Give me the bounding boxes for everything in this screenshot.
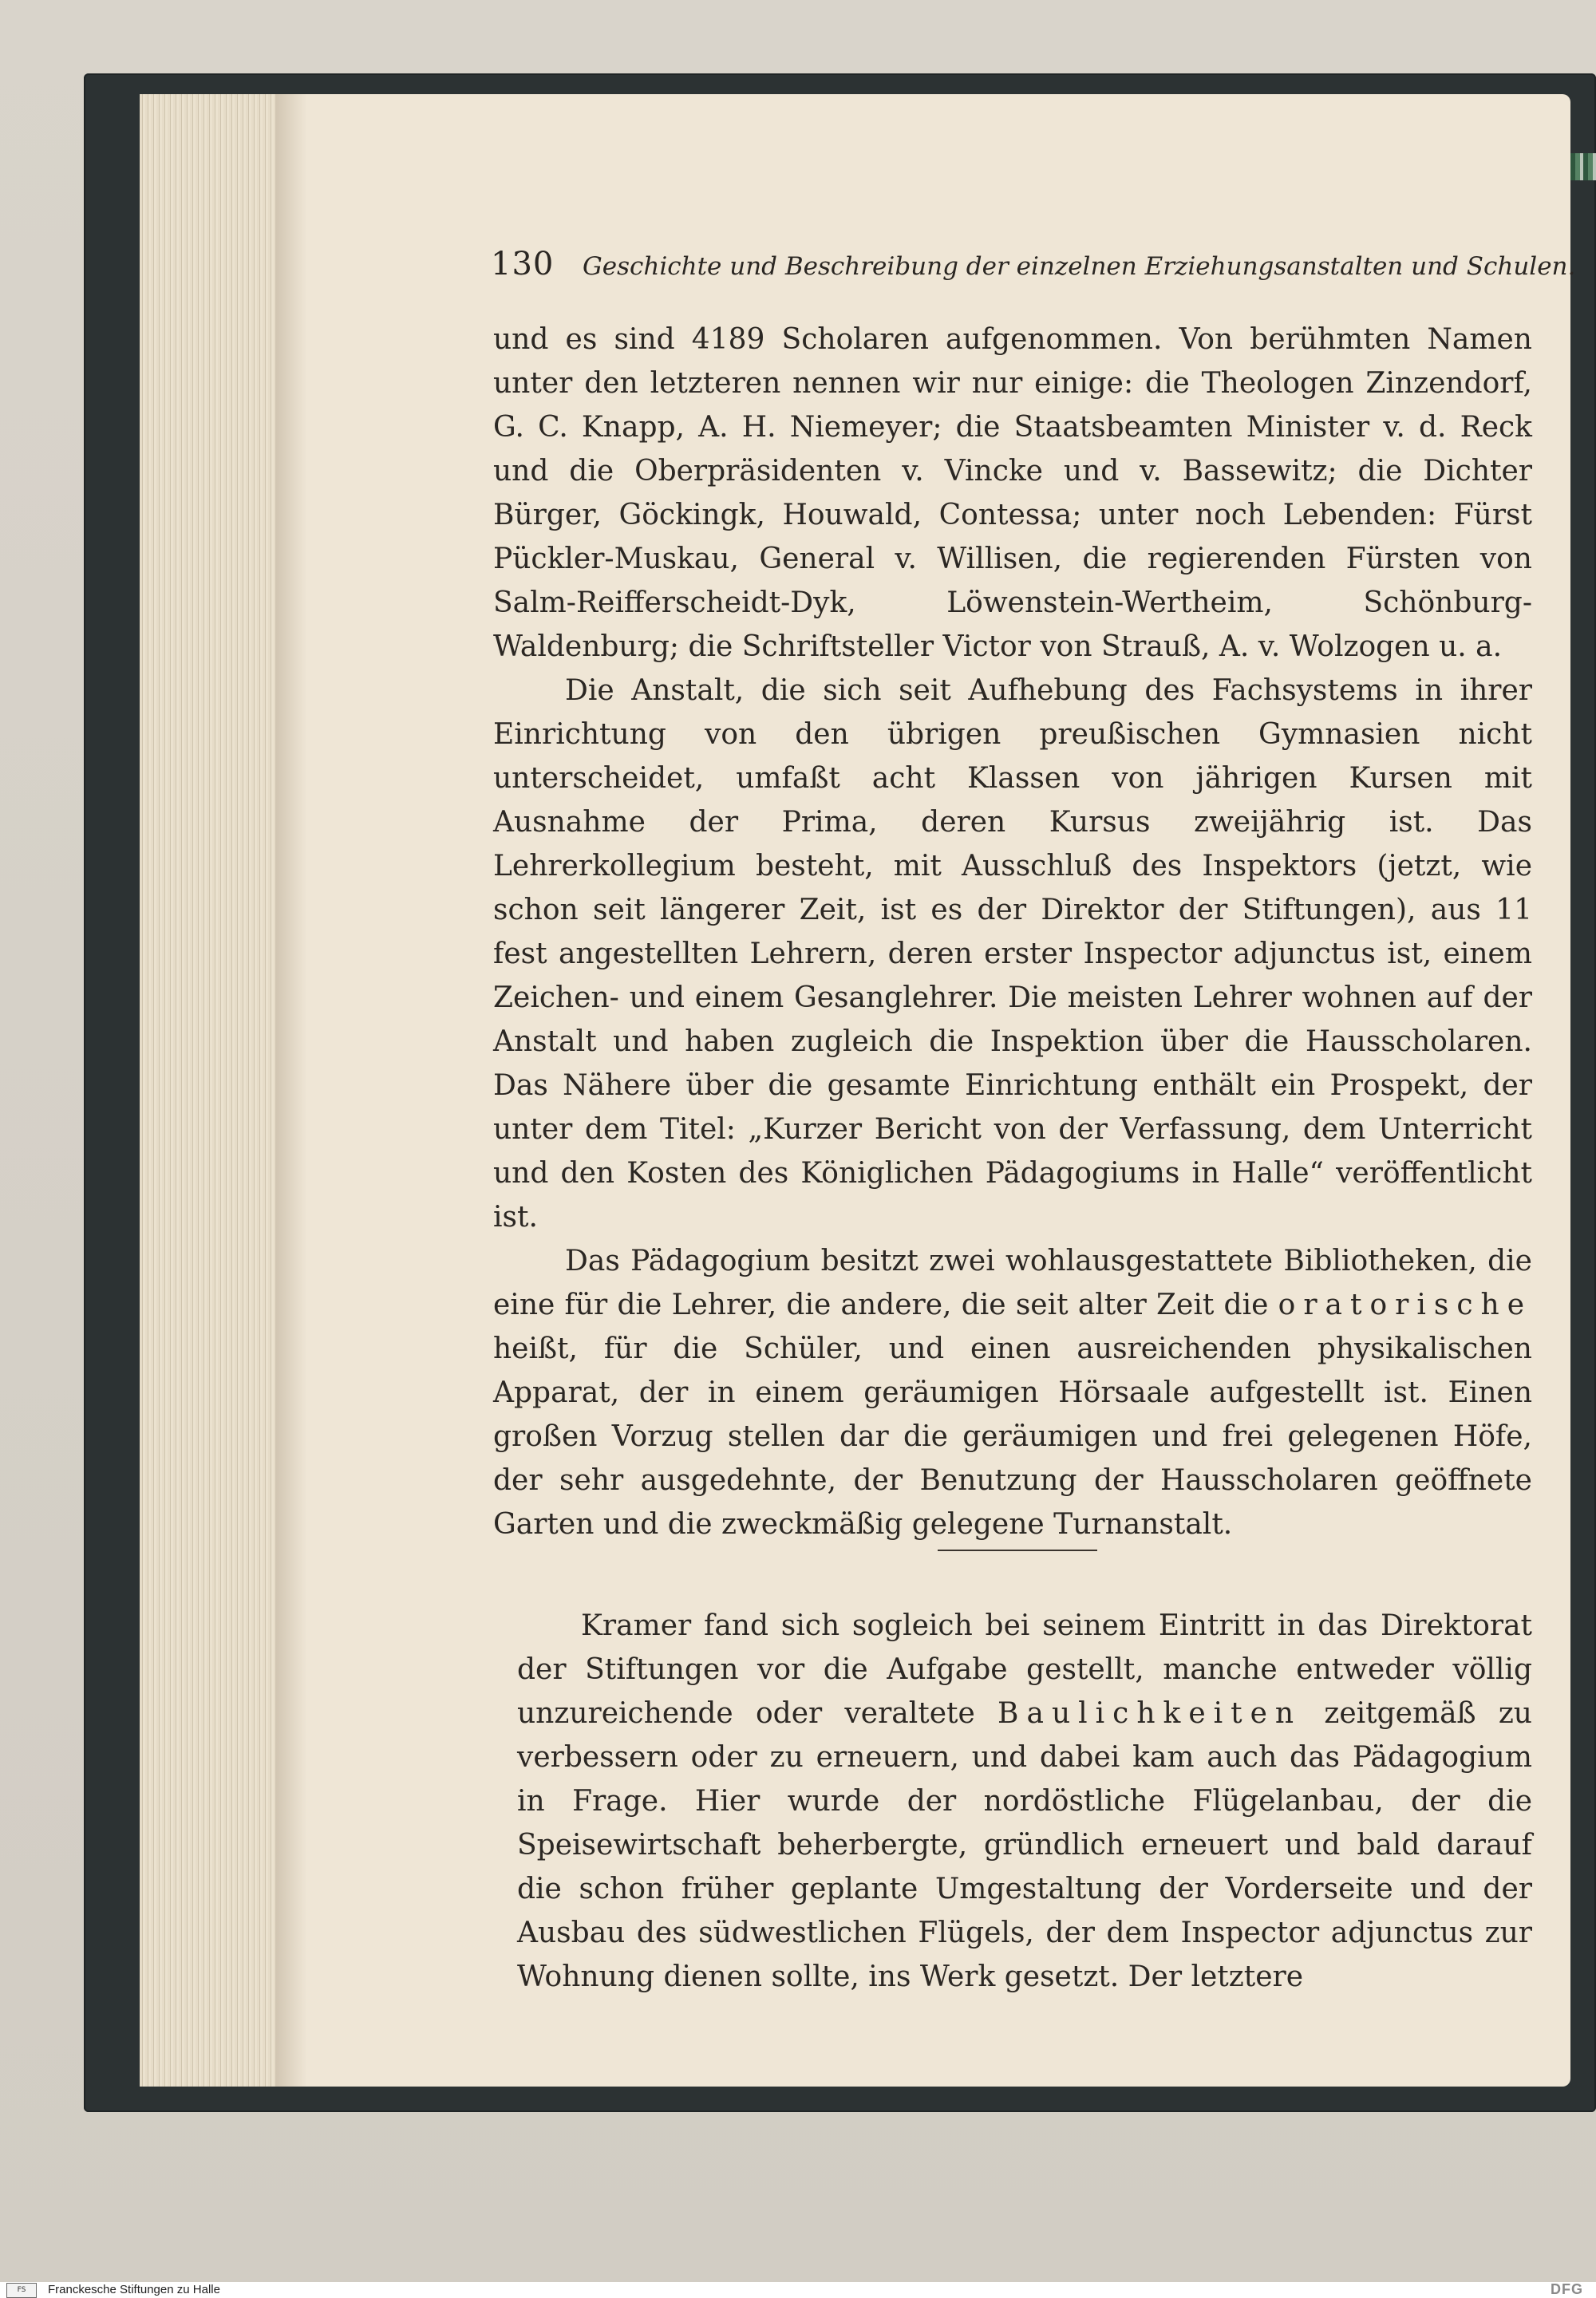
running-title: Geschichte und Beschreibung der einzelnen Erziehungsanstalten und Schulen.	[583, 252, 1576, 281]
spaced-word-oratorische: oratorische	[1278, 1289, 1532, 1321]
paragraph-4-start: Kramer fand sich sogleich bei seinem Eintritt in das Direktorat der Stiftungen vor die Aufgabe gestellt, manche entweder völlig unzureichende oder veraltete	[517, 1609, 1532, 1730]
paragraph-3-end: heißt, für die Schüler, und einen ausreichenden physikalischen Apparat, der in einem geräumigen Hörsaale aufgestellt ist. Einen großen Vorzug stellen dar die geräumigen und frei gelegenen Höfe, der sehr ausgedehnte, der Benutzung der Hausscholaren geöffnete Garten und die zweckmäßig gelegene Turnanstalt.	[493, 1333, 1532, 1541]
page-edges	[140, 94, 275, 2087]
institution-name[interactable]: Franckesche Stiftungen zu Halle	[48, 2283, 220, 2296]
paragraph-3-start: Das Pädagogium besitzt zwei wohlausgestattete Bibliotheken, die eine für die Lehrer, die andere, die seit alter Zeit die	[493, 1245, 1532, 1321]
paragraph-2: Die Anstalt, die sich seit Aufhebung des Fachsystems in ihrer Einrichtung von den übrigen preußischen Gymnasien nicht unterscheidet, umfaßt acht Klassen von jährigen Kursen mit Ausnahme der Prima, deren Kursus zweijährig ist. Das Lehrerkollegium besteht, mit Ausschluß des Inspektors (jetzt, wie schon seit längerer Zeit, ist es der Direktor der Stiftungen), aus 11 fest angestellten Lehrern, deren erster Inspector adjunctus ist, einem Zeichen- und einem Gesanglehrer. Die meisten Lehrer wohnen auf der Anstalt und haben zugleich die Inspektion über die Hausscholaren. Das Nähere über die gesamte Einrichtung enthält ein Prospekt, der unter dem Titel: „Kurzer Bericht von der Verfassung, dem Unterricht und den Kosten des Königlichen Pädagogiums in Halle“ veröffentlicht ist.	[493, 674, 1532, 1234]
viewer-footer	[0, 2282, 1596, 2297]
spaced-word-baulichkeiten: Baulichkeiten	[998, 1697, 1302, 1730]
paragraph-4	[517, 1604, 1532, 1999]
section-divider	[938, 1550, 1097, 1551]
paragraph-4-end: zeitgemäß zu verbessern oder zu erneuern, und dabei kam auch das Pädagogium in Frage. Hier wurde der nordöstliche Flügelanbau, der die Speisewirtschaft beherbergte, gründlich erneuert und bald darauf die schon früher geplante Umgestaltung der Vorderseite und der Ausbau des südwestlichen Flügels, der dem Inspector adjunctus zur Wohnung dienen sollte, ins Werk gesetzt. Der letztere	[517, 1697, 1532, 1993]
institution-logo[interactable]: FS	[6, 2283, 37, 2298]
dfg-logo[interactable]: DFG	[1551, 2281, 1583, 2297]
page-number: 130	[491, 246, 555, 282]
paragraph-1: und es sind 4189 Scholaren aufgenommen. Von berühmten Namen unter den letzteren nennen wir nur einige: die Theologen Zinzendorf, G. C. Knapp, A. H. Niemeyer; die Staatsbeamten Minister v. d. Reck und die Oberpräsidenten v. Vincke und v. Bassewitz; die Dichter Bürger, Göckingk, Houwald, Contessa; unter noch Lebenden: Fürst Pückler-Muskau, General v. Willisen, die regierenden Fürsten von Salm-Reifferscheidt-Dyk, Löwenstein-Wertheim, Schönburg-Waldenburg; die Schriftsteller Victor von Strauß, A. v. Wolzogen u. a.	[493, 323, 1532, 663]
page-gutter-shadow	[275, 94, 307, 2087]
page-header	[491, 246, 1576, 287]
second-section-text	[517, 1604, 1532, 1999]
main-text	[493, 318, 1532, 1546]
paragraph-3	[493, 1239, 1532, 1546]
